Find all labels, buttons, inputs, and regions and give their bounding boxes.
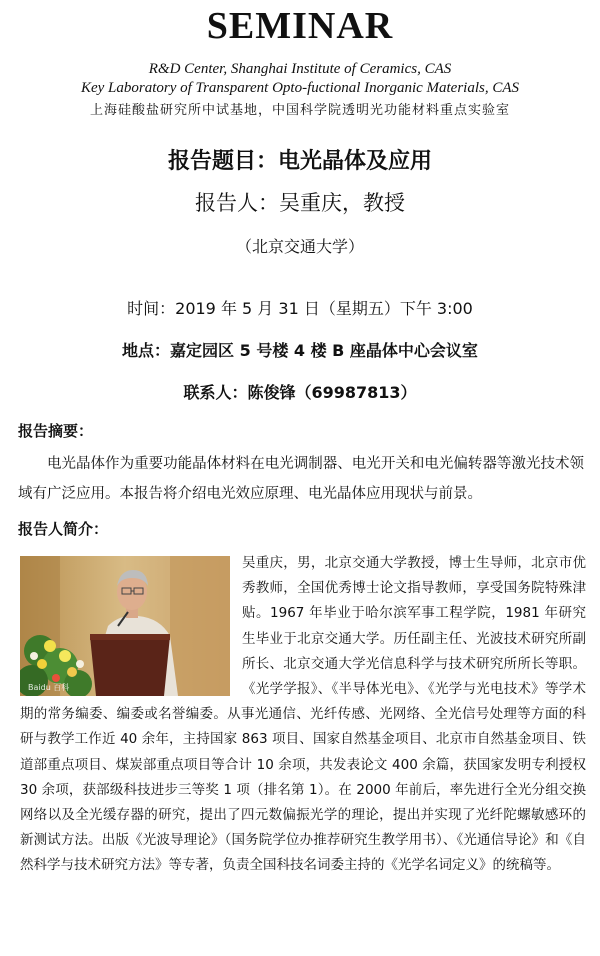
affiliation-line-2: Key Laboratory of Transparent Opto-fuctional Inorganic Materials, CAS bbox=[80, 80, 520, 96]
abstract-text: 电光晶体作为重要功能晶体材料在电光调制器、电光开关和电光偏转器等激光技术领域有广泛应用。本报告将介绍电光效应原理、电光晶体应用现状与前景。 bbox=[18, 456, 584, 502]
talk-topic: 报告题目：电光晶体及应用 bbox=[167, 149, 432, 174]
speaker-institution: （北京交通大学） bbox=[235, 237, 364, 256]
talk-speaker: 报告人：吴重庆，教授 bbox=[195, 191, 405, 215]
talk-time: 时间：2019 年 5 月 31 日（星期五）下午 3:00 bbox=[127, 299, 473, 318]
speaker-photo-illustration bbox=[20, 556, 230, 696]
photo-watermark: Baidu 百科 bbox=[28, 683, 70, 692]
speaker-photo bbox=[20, 556, 230, 696]
abstract-heading: 报告摘要： bbox=[18, 422, 94, 440]
poster-title: SEMINAR bbox=[206, 5, 394, 47]
affiliation-chinese: 上海硅酸盐研究所中试基地，中国科学院透明光功能材料重点实验室 bbox=[89, 103, 510, 118]
bio-text: 吴重庆，男，北京交通大学教授，博士生导师，北京市优秀教师，全国优秀博士论文指导教师，享受国务院特殊津贴。1967 年毕业于哈尔滨军事工程学院，1981 年研究生毕业于北京交通大学。历任副主任、光波技术研究所副所长、北京交通大学光信息科学与技术研究所所长等职。《光学学报》、《半导体光电》、《光学与光电技术》等学术期的常务编委、编委或名誉编委。从事光通信、光纤传感、光网络、全光信号处理等方面的科研与教学工作近 40 余年，主持国家 863 项目、国家自然基金项目、北京市自然基金项目、铁道部重点项目、煤炭部重点项目等合计 10 余项，共发表论文 400 余篇，获国家发明专利授权 30 余项，获部级科技进步三等奖 1 项（排名第 1）。在 2000 年前后，率先进行全光分组交换网络以及全光缓存器的研究，提出了四元数偏振光学的理论，提出并实现了光纤陀螺敏感环的新测试方法。出版《光波导理论》（国务院学位办推荐研究生教学用书）、《光通信导论》和《自然科学与技术研究方法》等专著，负责全国科技名词委主持的《光学名词定义》的统稿等。 bbox=[20, 555, 586, 874]
talk-contact: 联系人：陈俊锋（69987813） bbox=[183, 383, 417, 402]
affiliation-line-1: R&D Center, Shanghai Institute of Ceramics, CAS bbox=[148, 61, 452, 77]
bio-heading: 报告人简介： bbox=[18, 520, 109, 538]
talk-place: 地点：嘉定园区 5 号楼 4 楼 B 座晶体中心会议室 bbox=[122, 341, 478, 360]
